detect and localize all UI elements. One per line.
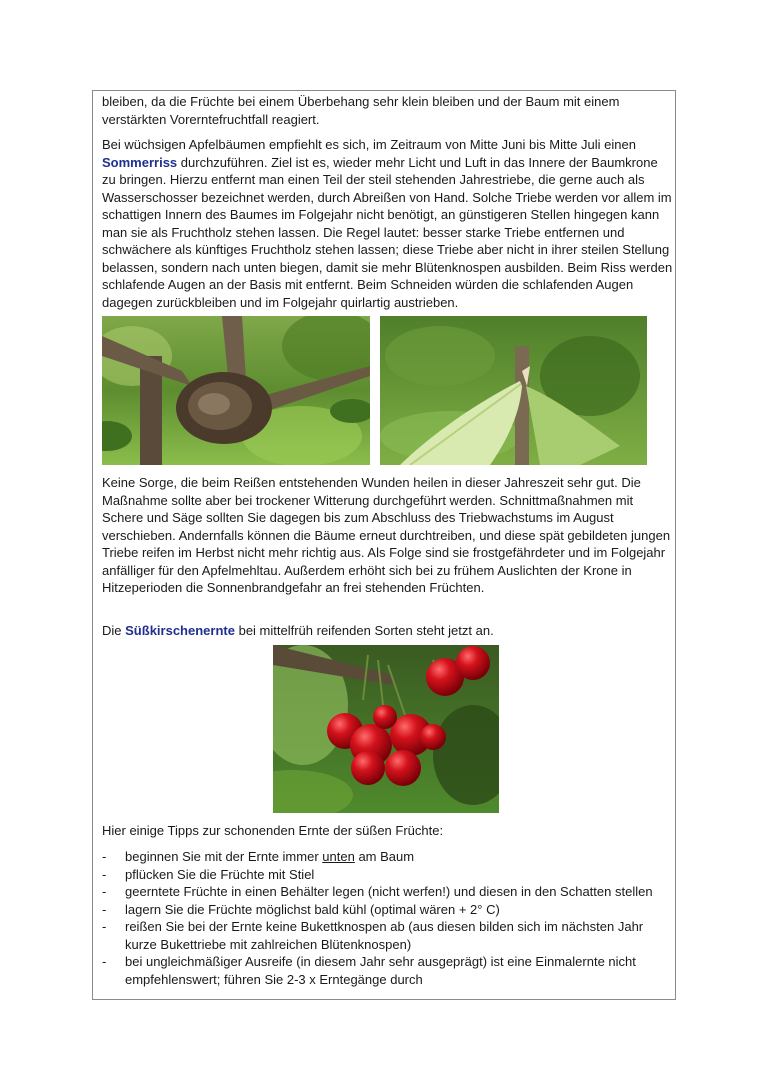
photo-cherries	[273, 645, 499, 813]
list-item: - beginnen Sie mit der Ernte immer unten am Baum	[102, 849, 415, 864]
list-item: - reißen Sie bei der Ernte keine Bukettknospen ab (aus diesen bilden sich im nächsten Jahr kurze Bukettriebe mit zahlreichen Blütenknospen)	[102, 919, 644, 952]
list-item: - geerntete Früchte in einen Behälter legen (nicht werfen!) und diesen in den Schatten stellen	[102, 884, 653, 899]
photo-torn-shoot	[380, 316, 647, 465]
list-item: - bei ungleichmäßiger Ausreife (in diesem Jahr sehr ausgeprägt) ist eine Einmalernte nicht empfehlenswert; führen Sie 2-3 x Erntegänge durch	[102, 954, 636, 987]
wunden-paragraph: Keine Sorge, die beim Reißen entstehenden Wunden heilen in dieser Jahreszeit sehr gut. Die Maßnahme sollte aber bei trockener Witterung durchgeführt werden. Schnittmaßnahmen mit Schere und Säge sollten Sie dagegen bis zum Abschluss des Triebwachstums im August verschieben. Andernfalls können die Bäume erneut durchtreiben, und diese spät gebildeten jungen Triebe reifen im Herbst nicht mehr richtig aus. Als Folge sind sie frostgefährdeter und im Folgejahr anfälliger für den Apfelmehltau. Außerdem erhöht sich bei zu frühem Auslichten der Krone in Hitzeperioden die Sonnenbrandgefahr an frei stehenden Früchten.	[102, 475, 671, 595]
sommerriss-paragraph: Bei wüchsigen Apfelbäumen empfiehlt es sich, im Zeitraum von Mitte Juni bis Mitte Juli einen Sommerriss durchzuführen. Ziel ist es, wieder mehr Licht und Luft in das Innere der Baumkrone zu bringen. Hierzu entfernt man einen Teil der steil stehenden Jahrestriebe, die gerne auch als Wasserschosser bezeichnet werden, durch Abreißen von Hand. Solche Triebe werden vor allem im schattigen Innern des Baumes im Folgejahr nicht benötigt, an günstigeren Stellen hingegen kann man sie als Fruchtholz stehen lassen. Die Regel lautet: besser starke Triebe entfernen und schwächere als künftiges Fruchtholz stehen lassen; diese Triebe aber nicht in ihrer steilen Stellung belassen, sondern nach unten biegen, damit sie mehr Blütenknospen ausbilden. Beim Riss werden schlafende Augen an der Basis mit entfernt. Beim Schneiden würden die schlafenden Augen dagegen zurückbleiben und im Folgejahr quirlartig austrieben.	[102, 137, 673, 310]
photo-pruning-wound	[102, 316, 370, 465]
intro-paragraph: bleiben, da die Früchte bei einem Überbehang sehr klein bleiben und der Baum mit einem verstärkten Vorerntefruchtfall reagiert.	[102, 94, 620, 127]
sommerriss-term: Sommerriss	[102, 154, 178, 170]
suesskirschenernte-term: Süßkirschenernte	[125, 623, 235, 638]
list-item: - lagern Sie die Früchte möglichst bald kühl (optimal wären + 2° C)	[102, 901, 500, 917]
kirschen-paragraph: Die Süßkirschenernte bei mittelfrüh reifenden Sorten steht jetzt an.	[102, 623, 494, 638]
tipps-intro: Hier einige Tipps zur schonenden Ernte der süßen Früchte:	[102, 823, 444, 838]
list-item: - pflücken Sie die Früchte mit Stiel	[102, 866, 315, 882]
tipps-list	[102, 848, 674, 988]
